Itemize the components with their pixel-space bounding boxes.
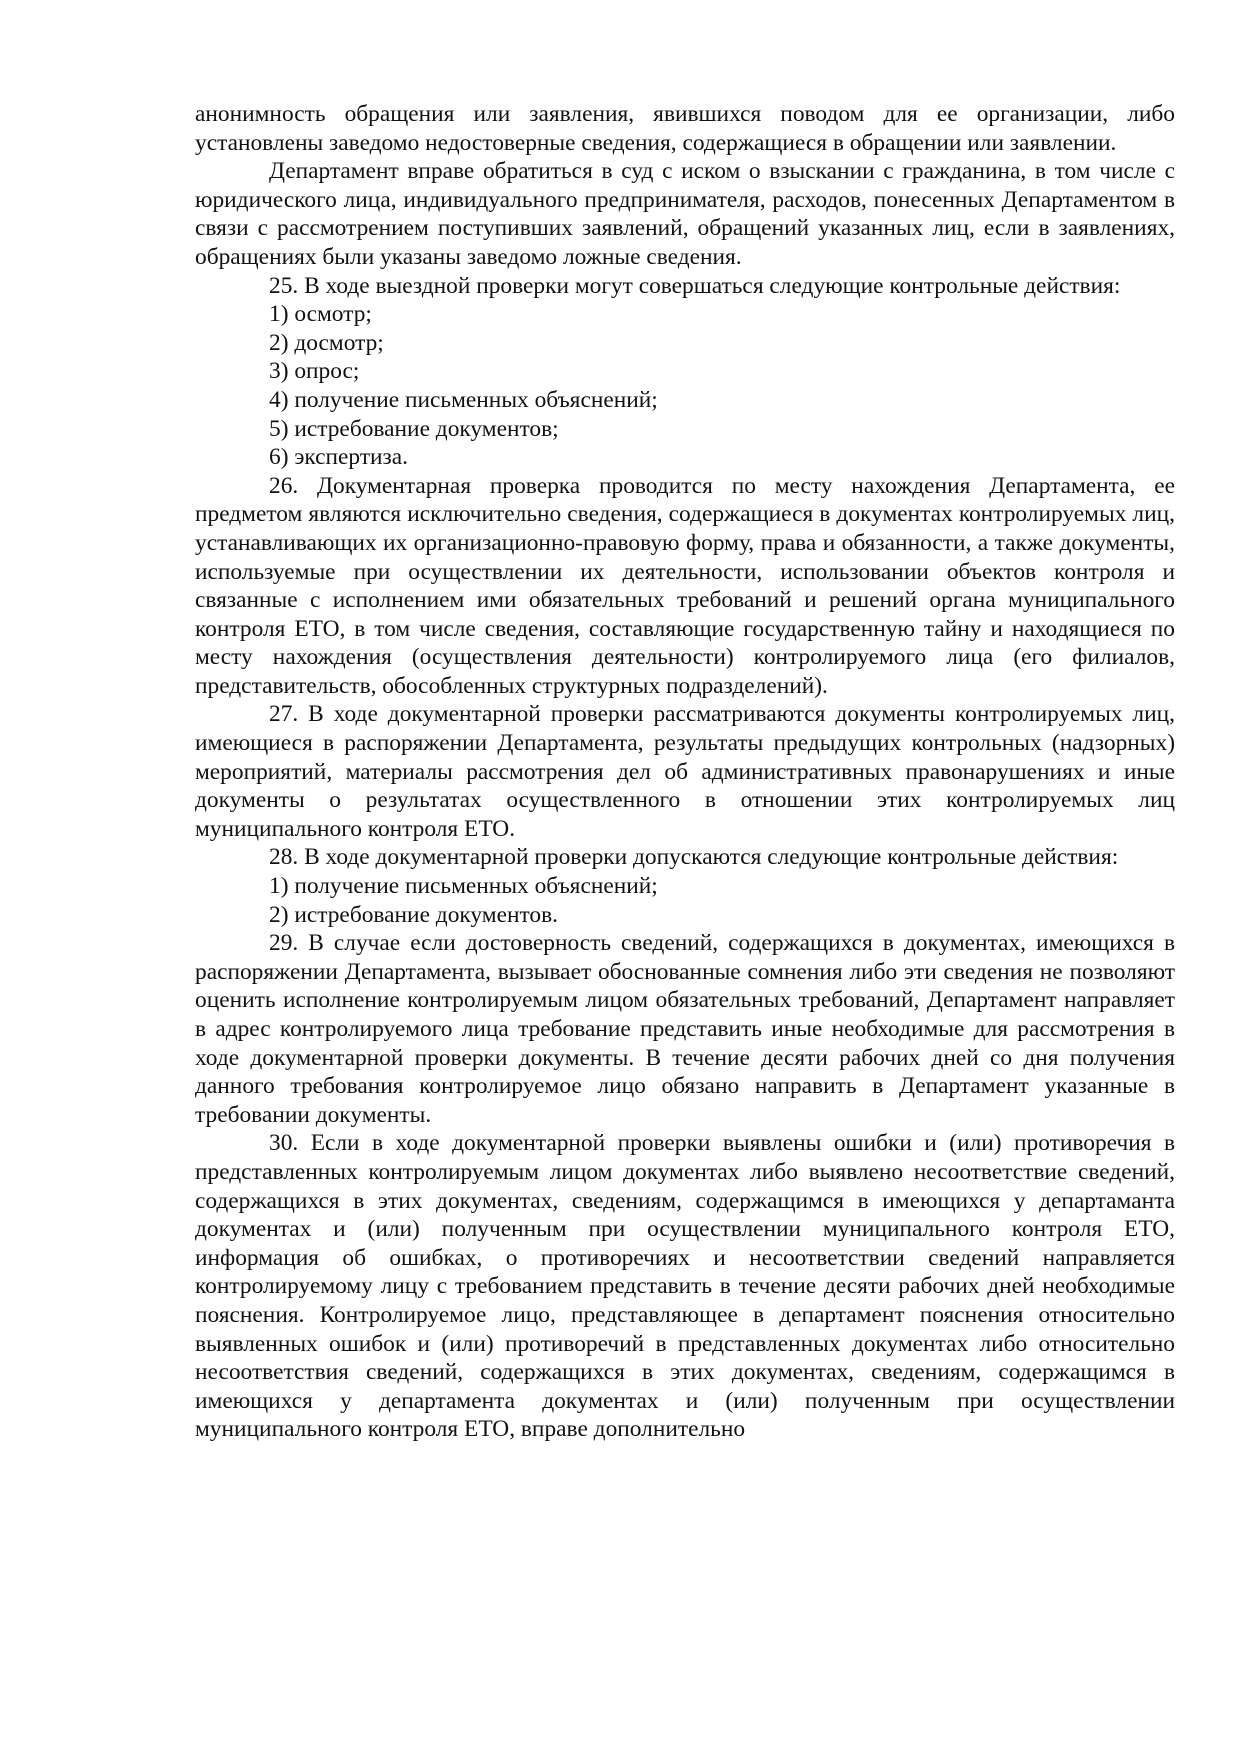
paragraph-29: 29. В случае если достоверность сведений, содержащихся в документах, имеющихся в распоряжении Департамента, вызывает обоснованные сомнения либо эти сведения не позволяют оценить исполнение контролируемым лицом обязательных требований, Департамент направляет в адрес контролируемого лица требование представить иные необходимые для рассмотрения в ходе документарной проверки документы. В течение десяти рабочих дней со дня получения данного требования контролируемое лицо обязано направить в Департамент указанные в требовании документы. (195, 930, 1175, 1128)
paragraph-27: 27. В ходе документарной проверки рассматриваются документы контролируемых лиц, имеющиеся в распоряжении Департамента, результаты предыдущих контрольных (надзорных) мероприятий, материалы рассмотрения дел об административных правонарушениях и иные документы о результатах осуществленного в отношении этих контролируемых лиц муниципального контроля ЕТО. (195, 701, 1175, 842)
list-item: 3) опрос; (269, 358, 360, 385)
paragraph-continuation: анонимность обращения или заявления, явившихся поводом для ее организации, либо установлены заведомо недостоверные сведения, содержащиеся в обращении или заявлении. (195, 101, 1175, 156)
list-item: 1) получение письменных объяснений; (269, 873, 658, 900)
paragraph-court-claim: Департамент вправе обратиться в суд с иском о взыскании с гражданина, в том числе с юридического лица, индивидуального предпринимателя, расходов, понесенных Департаментом в связи с рассмотрением поступивших заявлений, обращений указанных лиц, если в заявлениях, обращениях были указаны заведомо ложные сведения. (195, 158, 1175, 270)
list-item: 6) экспертиза. (269, 444, 409, 471)
list-item: 2) истребование документов. (269, 901, 559, 928)
paragraph-26: 26. Документарная проверка проводится по месту нахождения Департамента, ее предметом являются исключительно сведения, содержащиеся в документах контролируемых лиц, устанавливающих их организационно-правовую форму, права и обязанности, а также документы, используемые при осуществлении их деятельности, использовании объектов контроля и связанные с исполнением ими обязательных требований и решений органа муниципального контроля ЕТО, в том числе сведения, составляющие государственную тайну и находящиеся по месту нахождения (осуществления деятельности) контролируемого лица (его филиалов, представительств, обособленных структурных подразделений). (195, 472, 1175, 699)
list-item: 5) истребование документов; (269, 415, 559, 442)
list-item: 2) досмотр; (269, 329, 384, 356)
list-item: 1) осмотр; (269, 301, 372, 328)
paragraph-25: 25. В ходе выездной проверки могут совершаться следующие контрольные действия: (269, 272, 1121, 299)
paragraph-30: 30. Если в ходе документарной проверки выявлены ошибки и (или) противоречия в представленных контролируемым лицом документах либо выявлено несоответствие сведений, содержащихся в этих документах, сведениям, содержащимся в имеющихся у департаманта документах и (или) полученным при осуществлении муниципального контроля ЕТО, информация об ошибках, о противоречиях и несоответствии сведений направляется контролируемому лицу с требованием представить в течение десяти рабочих дней необходимые пояснения. Контролируемое лицо, представляющее в департамент пояснения относительно выявленных ошибок и (или) противоречий в представленных документах либо относительно несоответствия сведений, содержащихся в этих документах, сведениям, содержащимся в имеющихся у департамента документах и (или) полученным при осуществлении муниципального контроля ЕТО, вправе дополнительно (195, 1130, 1175, 1443)
document-page (195, 100, 1175, 1444)
paragraph-28: 28. В ходе документарной проверки допускаются следующие контрольные действия: (269, 844, 1119, 871)
list-item: 4) получение письменных объяснений; (269, 386, 658, 413)
